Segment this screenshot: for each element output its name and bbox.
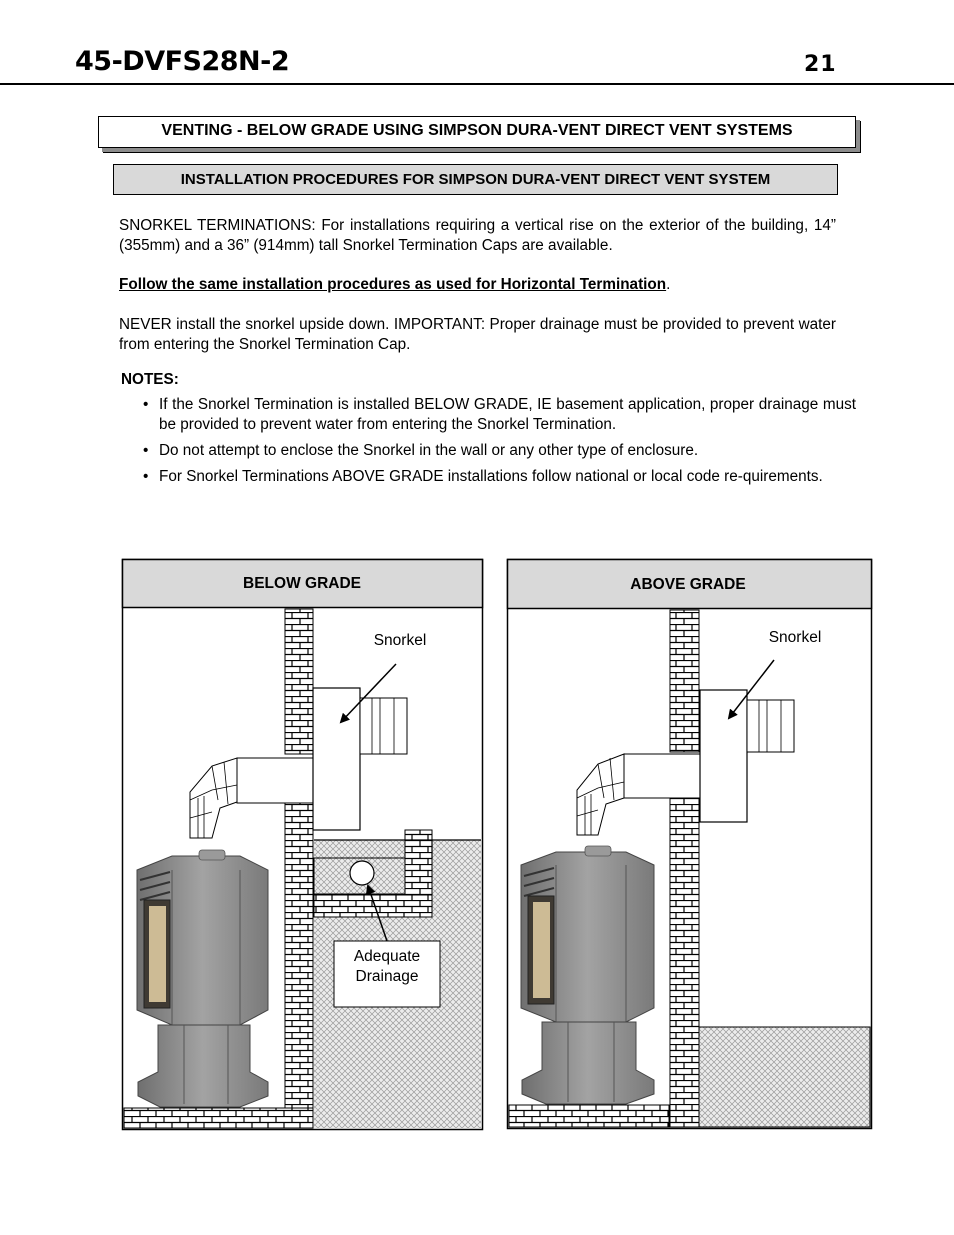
- above-wall-lower: [670, 797, 699, 1127]
- above-ground: [699, 1027, 870, 1127]
- above-snorkel-body: [700, 690, 747, 822]
- below-floor-brick: [124, 1108, 313, 1128]
- below-snorkel-label: Snorkel: [373, 632, 427, 649]
- never-paragraph: NEVER install the snorkel upside down. IMPORTANT: Proper drainage must be provided to prevent water from entering the Snorkel Termination Cap.: [119, 316, 836, 353]
- drainage-hole: [350, 861, 374, 885]
- snorkel-paragraph: SNORKEL TERMINATIONS: For installations requiring a vertical rise on the exterior of the building, 14” (355mm) and a 36” (914mm) tall Snorkel Termination Caps are available.: [119, 217, 836, 254]
- drainage-label-line2: Drainage: [355, 968, 419, 985]
- above-wall-upper: [670, 610, 699, 752]
- drainage-label-line1: Adequate: [353, 948, 421, 965]
- follow-text: Follow the same installation procedures as used for Horizontal Termination: [119, 276, 667, 293]
- above-snorkel-label: Snorkel: [768, 629, 822, 646]
- subsection-title: INSTALLATION PROCEDURES FOR SIMPSON DURA-VENT DIRECT VENT SYSTEM: [180, 171, 771, 188]
- note-item: • For Snorkel Terminations ABOVE GRADE installations follow national or local code re-quirements.: [143, 467, 856, 487]
- follow-period: .: [666, 276, 671, 293]
- below-wall-lower: [285, 802, 313, 1108]
- below-grade-figure: [123, 560, 483, 1130]
- below-grade-title: BELOW GRADE: [243, 575, 361, 592]
- note-item: • If the Snorkel Termination is installed BELOW GRADE, IE basement application, proper drainage must be provided to prevent water from entering the Snorkel Termination.: [143, 395, 856, 434]
- below-wall-upper: [285, 609, 313, 754]
- notes-title: NOTES:: [121, 371, 179, 388]
- above-grade-figure: [508, 560, 872, 1129]
- document-model-title: 45-DVFS28N-2: [75, 46, 290, 77]
- note-item: • Do not attempt to enclose the Snorkel in the wall or any other type of enclosure.: [143, 441, 856, 461]
- above-grade-title: ABOVE GRADE: [630, 576, 746, 593]
- above-floor-brick: [509, 1105, 669, 1127]
- section-title: VENTING - BELOW GRADE USING SIMPSON DURA-VENT DIRECT VENT SYSTEMS: [161, 122, 793, 139]
- page-number: 21: [804, 52, 837, 77]
